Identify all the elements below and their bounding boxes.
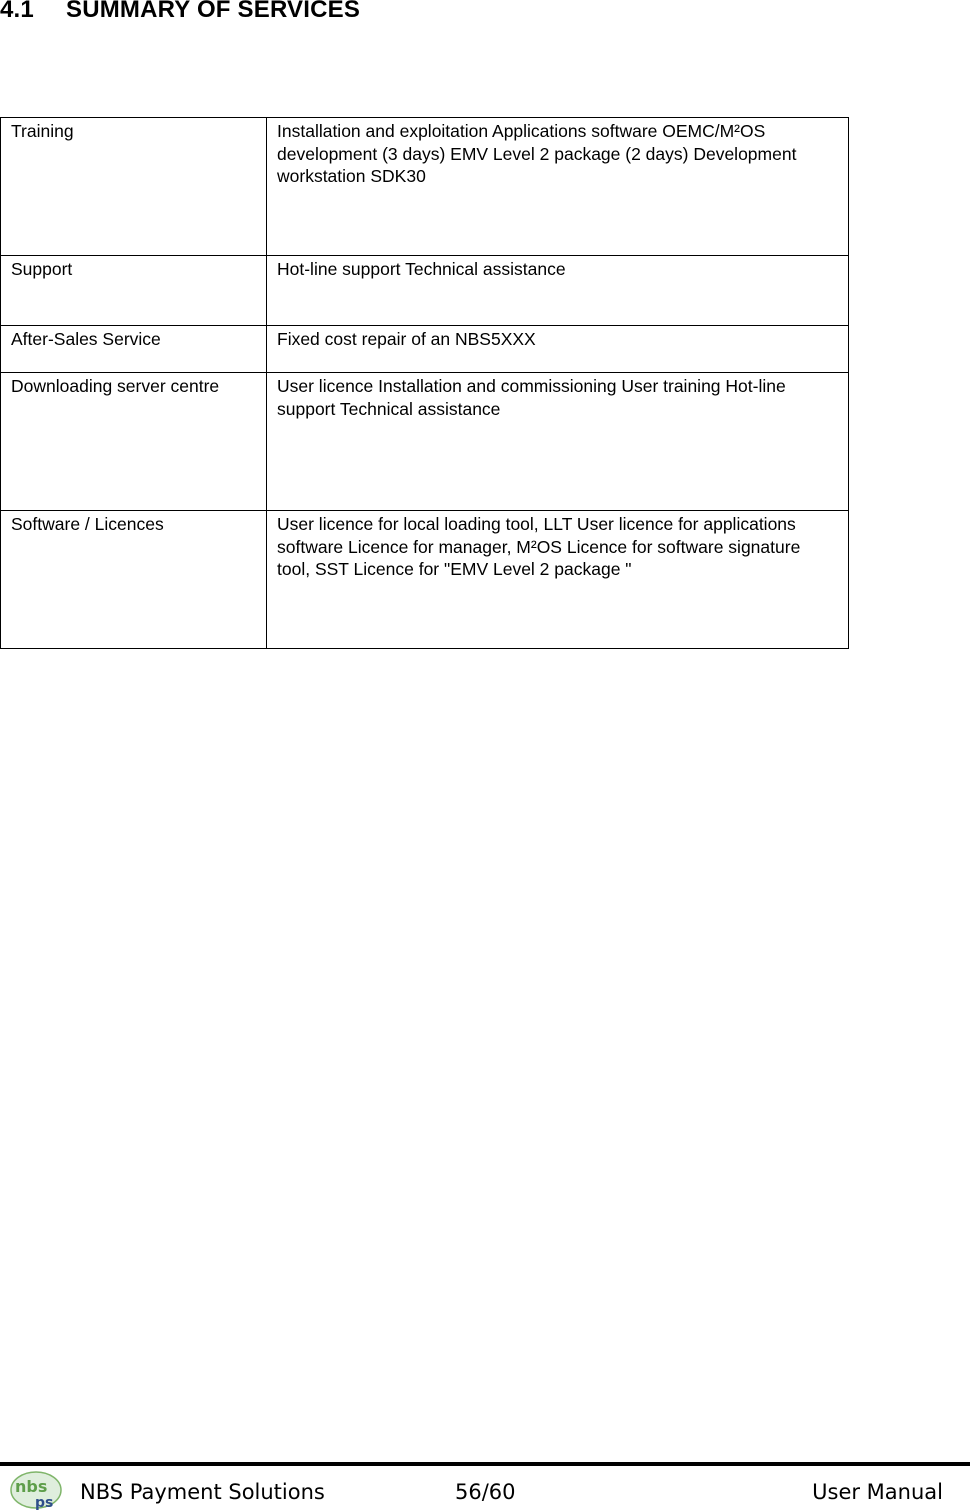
- page-footer: [0, 1460, 970, 1510]
- service-description: User licence for local loading tool, LLT User licence for applications software Licence for manager, M²OS Licence for software signature tool, SST Licence for "EMV Level 2 package ": [267, 511, 849, 649]
- table-row: [1, 373, 849, 511]
- service-name: Support: [1, 256, 267, 326]
- svg-text:ps: ps: [35, 1495, 54, 1510]
- section-title: SUMMARY OF SERVICES: [66, 0, 361, 23]
- section-heading: [0, 0, 360, 24]
- nbs-ps-logo-icon: [10, 1470, 64, 1510]
- footer-divider: [0, 1462, 970, 1466]
- service-name: Training: [1, 118, 267, 256]
- service-description: Hot-line support Technical assistance: [267, 256, 849, 326]
- footer-document-title: User Manual: [812, 1480, 943, 1504]
- service-name: After-Sales Service: [1, 326, 267, 373]
- table-row: [1, 511, 849, 649]
- service-name: Software / Licences: [1, 511, 267, 649]
- table-row: [1, 256, 849, 326]
- service-description: Installation and exploitation Applications software OEMC/M²OS development (3 days) EMV Level 2 package (2 days) Development workstation SDK30: [267, 118, 849, 256]
- footer-page-number: 56/60: [455, 1480, 516, 1504]
- section-number: 4.1: [0, 0, 34, 23]
- services-table: [0, 117, 849, 649]
- svg-text:nbs: nbs: [15, 1477, 48, 1496]
- table-row: [1, 326, 849, 373]
- service-description: Fixed cost repair of an NBS5XXX: [267, 326, 849, 373]
- service-name: Downloading server centre: [1, 373, 267, 511]
- table-row: [1, 118, 849, 256]
- service-description: User licence Installation and commissioning User training Hot-line support Technical assistance: [267, 373, 849, 511]
- footer-company: NBS Payment Solutions: [80, 1480, 325, 1504]
